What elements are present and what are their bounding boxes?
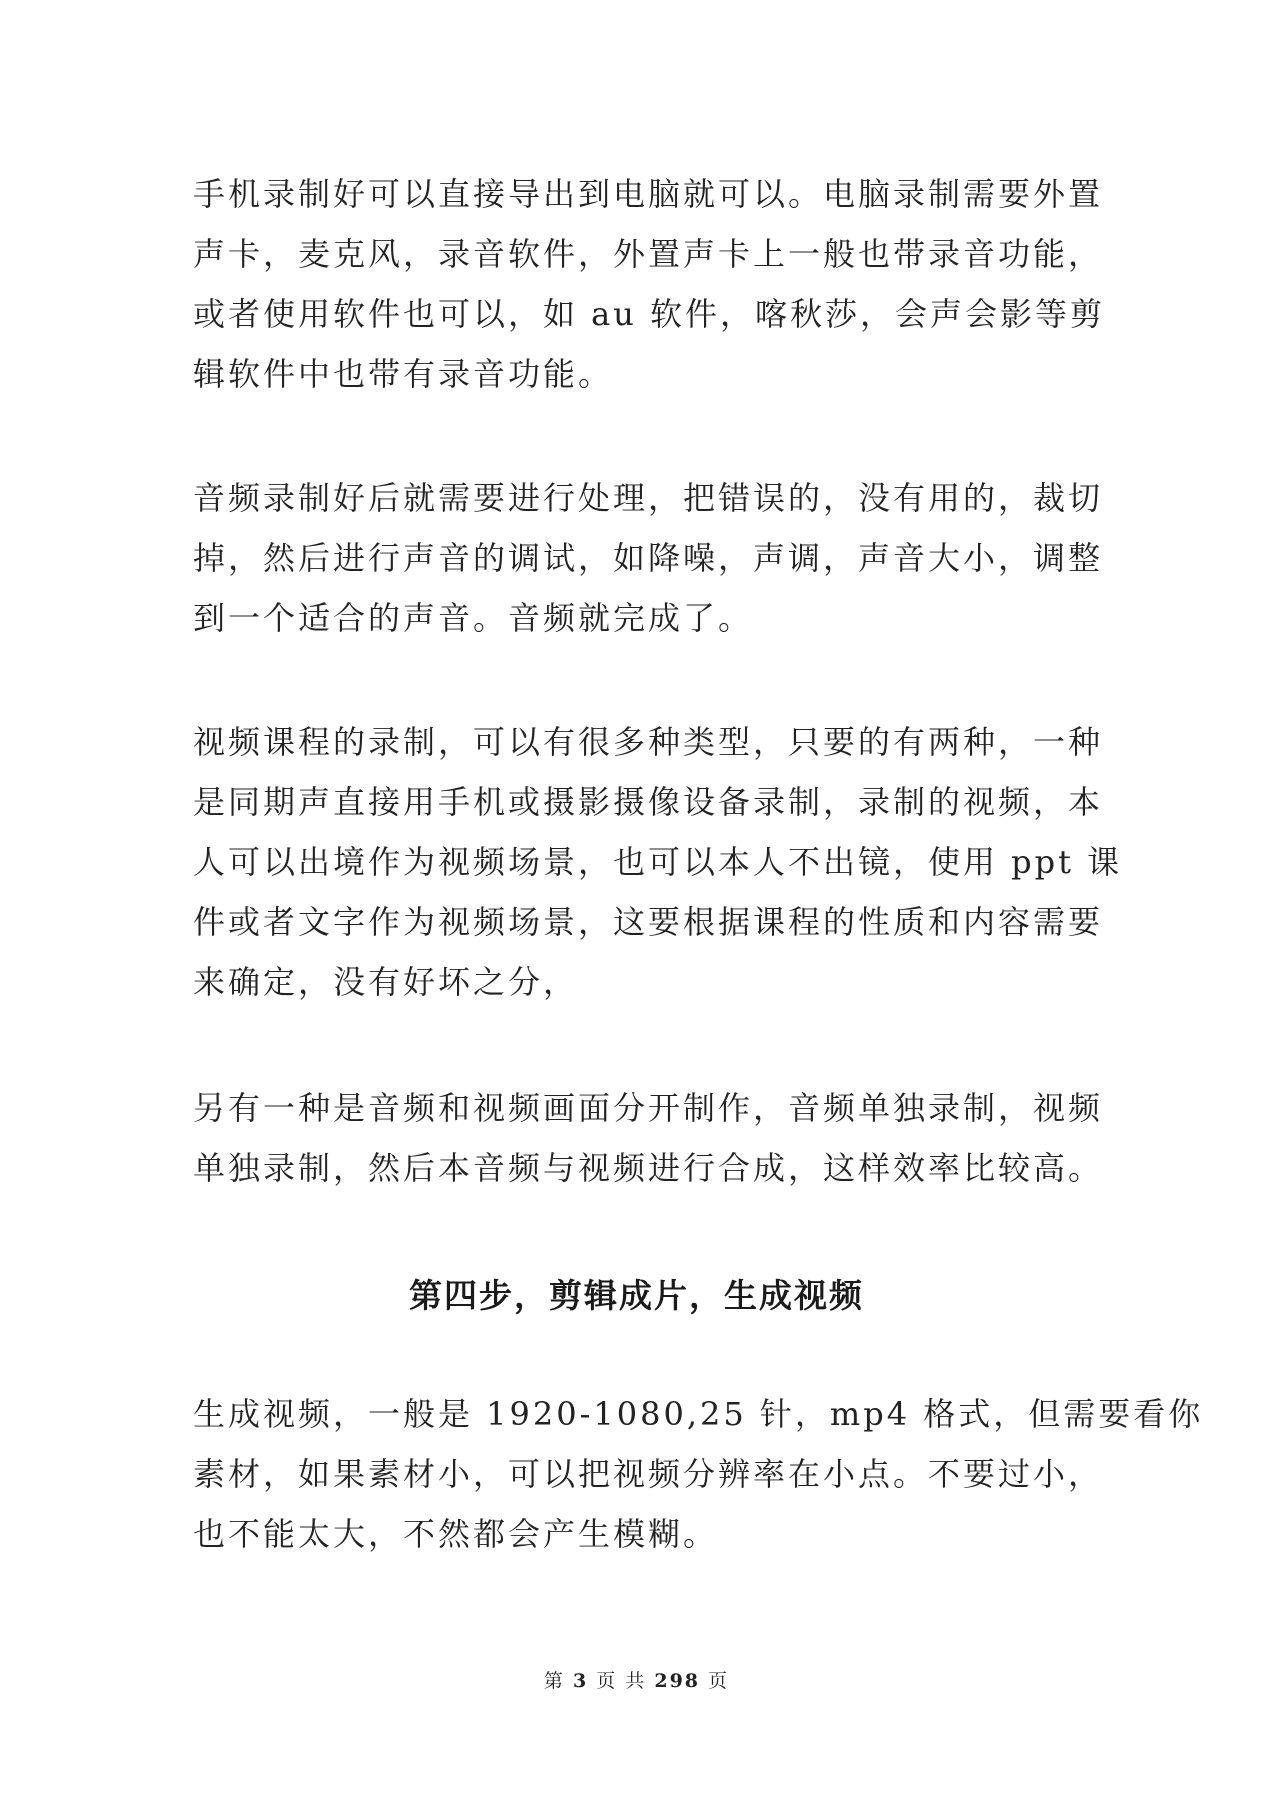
text-line: 来确定，没有好坏之分， bbox=[193, 963, 579, 1001]
footer-middle: 页 共 bbox=[596, 1670, 647, 1692]
text-line: 声卡，麦克风，录音软件，外置声卡上一般也带录音功能， bbox=[193, 235, 1104, 273]
paragraph-video-recording bbox=[193, 712, 1123, 1012]
text-line: 视频课程的录制，可以有很多种类型，只要的有两种，一种 bbox=[193, 723, 1104, 761]
text-line: 生成视频，一般是 1920-1080,25 针，mp4 格式，但需要看你 bbox=[193, 1395, 1204, 1433]
text-line: 另有一种是音频和视频画面分开制作，音频单独录制，视频 bbox=[193, 1089, 1104, 1127]
text-line: 件或者文字作为视频场景，这要根据课程的性质和内容需要 bbox=[193, 903, 1104, 941]
text-line: 或者使用软件也可以，如 au 软件，喀秋莎，会声会影等剪 bbox=[193, 295, 1106, 333]
text-line: 素材，如果素材小，可以把视频分辨率在小点。不要过小， bbox=[193, 1455, 1104, 1493]
paragraph-generate-video bbox=[193, 1384, 1204, 1564]
paragraph-audio-processing bbox=[193, 468, 1104, 648]
total-page-count: 298 bbox=[654, 1670, 701, 1692]
text-line: 掉，然后进行声音的调试，如降噪，声调，声音大小，调整 bbox=[193, 539, 1104, 577]
paragraph-audio-recording bbox=[193, 164, 1106, 404]
current-page-number: 3 bbox=[572, 1670, 589, 1692]
text-line: 人可以出境作为视频场景，也可以本人不出镜，使用 ppt 课 bbox=[193, 843, 1123, 881]
page-footer bbox=[0, 1666, 1273, 1693]
text-line: 辑软件中也带有录音功能。 bbox=[193, 355, 614, 393]
text-line: 也不能太大，不然都会产生模糊。 bbox=[193, 1515, 719, 1553]
section-heading: 第四步，剪辑成片，生成视频 bbox=[409, 1276, 864, 1315]
footer-prefix: 第 bbox=[543, 1670, 565, 1692]
text-line: 是同期声直接用手机或摄影摄像设备录制，录制的视频，本 bbox=[193, 783, 1104, 821]
text-line: 音频录制好后就需要进行处理，把错误的，没有用的，裁切 bbox=[193, 479, 1104, 517]
text-line: 手机录制好可以直接导出到电脑就可以。电脑录制需要外置 bbox=[193, 175, 1104, 213]
paragraph-separate-production bbox=[193, 1078, 1104, 1198]
text-line: 到一个适合的声音。音频就完成了。 bbox=[193, 599, 754, 637]
footer-suffix: 页 bbox=[708, 1670, 730, 1692]
text-line: 单独录制，然后本音频与视频进行合成，这样效率比较高。 bbox=[193, 1149, 1104, 1187]
